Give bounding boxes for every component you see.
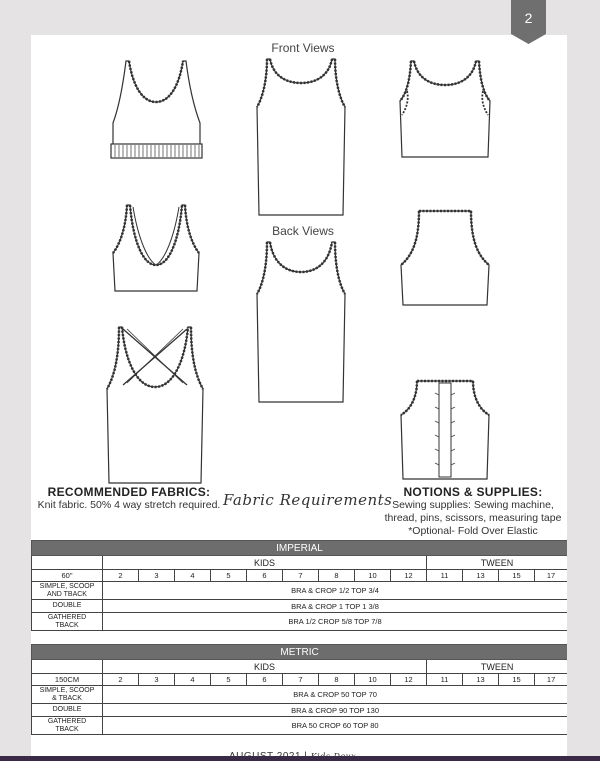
imperial-corner	[32, 556, 103, 570]
size-cell: 6	[247, 570, 283, 582]
imperial-kids-label: KIDS	[103, 556, 427, 570]
imperial-tween-label: TWEEN	[427, 556, 568, 570]
table-row	[32, 686, 568, 704]
row-label-line: SIMPLE, SCOOP	[39, 686, 95, 694]
notions-supplies-block	[383, 485, 563, 538]
row-label	[32, 686, 103, 704]
recommended-fabrics-text: Knit fabric. 50% 4 way stretch required.	[37, 499, 221, 511]
size-cell: 2	[103, 674, 139, 686]
size-cell: 7	[283, 674, 319, 686]
metric-corner	[32, 660, 103, 674]
row-label-line: GATHERED	[47, 717, 87, 725]
recommended-fabrics-block	[37, 485, 221, 512]
metric-table	[31, 644, 567, 735]
notions-heading: NOTIONS & SUPPLIES:	[403, 485, 543, 499]
size-cell: 2	[103, 570, 139, 582]
back-views-title: Back Views	[272, 224, 334, 238]
table-row	[32, 600, 568, 613]
row-label	[32, 613, 103, 631]
size-cell: 15	[499, 674, 535, 686]
metric-kids-label: KIDS	[103, 660, 427, 674]
notions-line-1: Sewing supplies: Sewing machine,	[392, 499, 554, 511]
size-cell: 11	[427, 570, 463, 582]
recommended-fabrics-heading: RECOMMENDED FABRICS:	[47, 485, 211, 499]
size-cell: 3	[139, 674, 175, 686]
metric-title: METRIC	[32, 645, 568, 660]
notions-line-3: *Optional- Fold Over Elastic	[408, 525, 538, 537]
size-cell: 6	[247, 674, 283, 686]
row-label-line: SIMPLE, SCOOP	[39, 582, 95, 590]
page-number-badge	[511, 0, 546, 44]
size-cell: 10	[355, 674, 391, 686]
row-label	[32, 582, 103, 600]
row-label-line: & TBACK	[52, 694, 82, 702]
bottom-bar	[0, 756, 600, 761]
size-cell: 5	[211, 674, 247, 686]
metric-width-label: 150CM	[32, 674, 103, 686]
row-value: BRA & CROP 1/2 TOP 3/4	[103, 582, 568, 600]
row-value: BRA & CROP 1 TOP 1 3/8	[103, 600, 568, 613]
double-crop-front-illustration	[397, 59, 493, 159]
gathered-tback-illustration	[397, 379, 493, 481]
metric-tween-label: TWEEN	[427, 660, 568, 674]
row-value: BRA & CROP 90 TOP 130	[103, 704, 568, 717]
size-cell: 17	[535, 674, 568, 686]
size-cell: 15	[499, 570, 535, 582]
row-label-line: TBACK	[55, 621, 79, 629]
table-row	[32, 704, 568, 717]
size-cell: 8	[319, 570, 355, 582]
imperial-table	[31, 540, 567, 631]
tank-back-illustration	[255, 240, 347, 406]
notions-line-2: thread, pins, scissors, measuring tape	[384, 512, 562, 524]
row-label: DOUBLE	[32, 600, 103, 613]
imperial-title: IMPERIAL	[32, 541, 568, 556]
size-cell: 4	[175, 674, 211, 686]
crop-back-illustration	[397, 209, 493, 307]
bra-front-illustration	[109, 57, 204, 165]
row-value: BRA 1/2 CROP 5/8 TOP 7/8	[103, 613, 568, 631]
size-cell: 17	[535, 570, 568, 582]
scoop-bra-back-illustration	[111, 203, 201, 295]
size-cell: 4	[175, 570, 211, 582]
crossback-tank-illustration	[105, 325, 205, 487]
size-cell: 5	[211, 570, 247, 582]
row-label	[32, 717, 103, 735]
size-cell: 3	[139, 570, 175, 582]
row-value: BRA 50 CROP 60 TOP 80	[103, 717, 568, 735]
pattern-page	[31, 35, 567, 761]
fabric-requirements-title: Fabric Requirements	[223, 491, 393, 509]
table-row	[32, 582, 568, 600]
size-cell: 12	[391, 674, 427, 686]
page-number: 2	[524, 10, 533, 26]
size-cell: 13	[463, 570, 499, 582]
size-cell: 11	[427, 674, 463, 686]
table-row	[32, 717, 568, 735]
row-label-line: GATHERED	[47, 613, 87, 621]
tank-front-illustration	[255, 57, 347, 219]
row-label-line: AND TBACK	[47, 590, 87, 598]
size-cell: 12	[391, 570, 427, 582]
size-cell: 10	[355, 570, 391, 582]
size-cell: 13	[463, 674, 499, 686]
row-label: DOUBLE	[32, 704, 103, 717]
size-cell: 8	[319, 674, 355, 686]
table-row	[32, 613, 568, 631]
row-label-line: TBACK	[55, 725, 79, 733]
row-value: BRA & CROP 50 TOP 70	[103, 686, 568, 704]
imperial-width-label: 60"	[32, 570, 103, 582]
front-views-title: Front Views	[271, 41, 335, 55]
size-cell: 7	[283, 570, 319, 582]
